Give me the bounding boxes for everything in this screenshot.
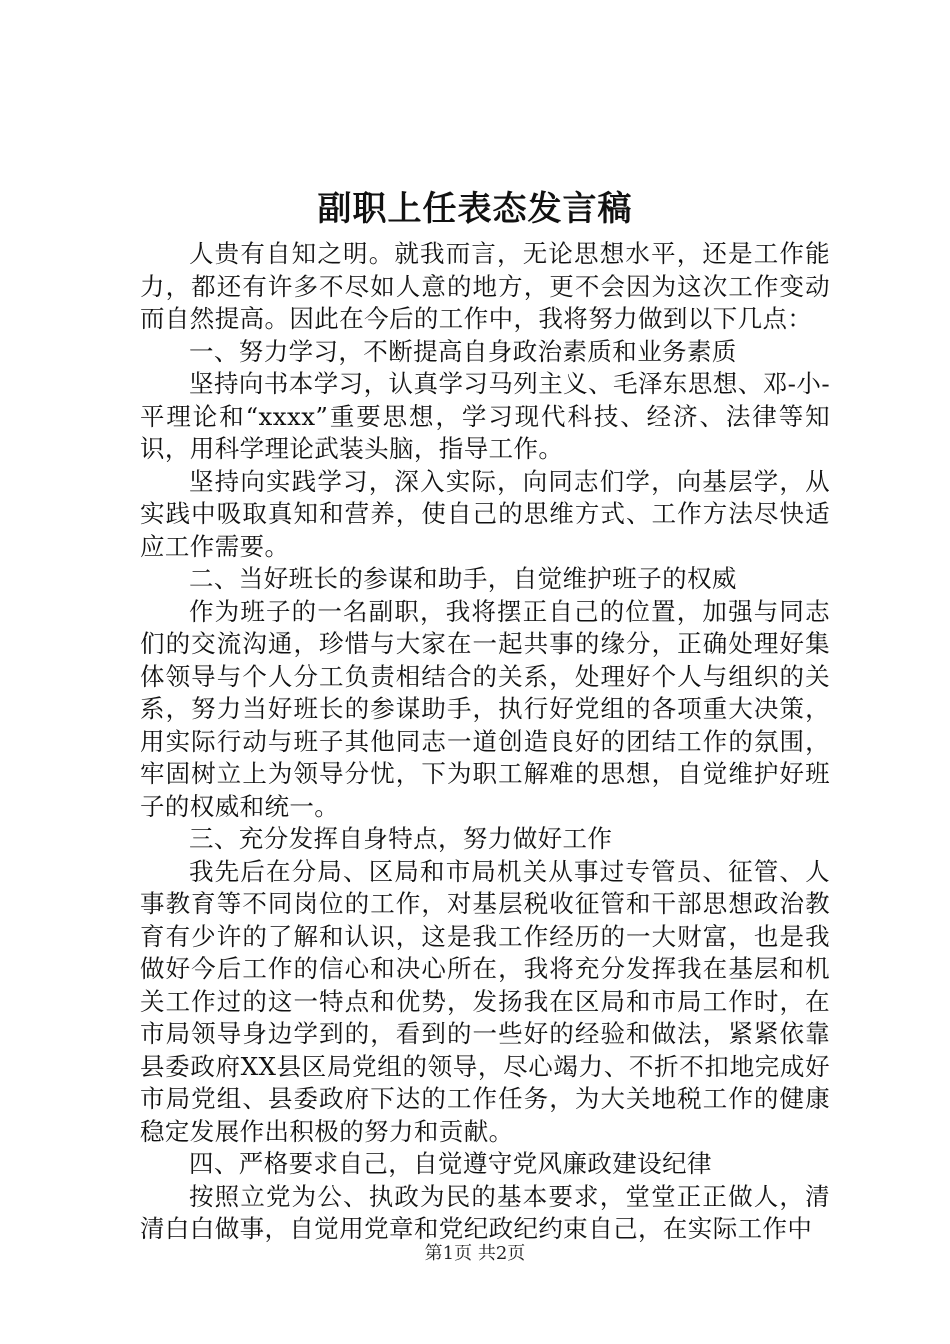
section-heading-4: 四、严格要求自己，自觉遵守党风廉政建设纪律 [189, 1149, 712, 1178]
paragraph-study-books: 坚持向书本学习，认真学习马列主义、毛泽东思想、邓-小-平理论和“xxxx”重要思想，学习现代科技、经济、法律等知识，用科学理论武装头脑，指导工作。 [140, 369, 830, 463]
paragraph-experience: 我先后在分局、区局和市局机关从事过专管员、征管、人事教育等不同岗位的工作，对基层税收征管和干部思想政治教育有少许的了解和认识，这是我工作经历的一大财富，也是我做好今后工作的信心和决心所在，我将充分发挥我在基层和机关工作过的这一特点和优势，发扬我在区局和市局工作时，在市局领导身边学到的，看到的一些好的经验和做法，紧紧依靠县委政府XX县区局党组的领导，尽心竭力、不折不扣地完成好市局党组、县委政府下达的工作任务，为大关地税工作的健康稳定发展作出积极的努力和贡献。 [140, 856, 830, 1146]
document-title: 副职上任表态发言稿 [317, 189, 633, 229]
section-heading-3: 三、充分发挥自身特点，努力做好工作 [189, 824, 613, 853]
document-body [140, 238, 830, 1246]
paragraph-study-practice: 坚持向实践学习，深入实际，向同志们学，向基层学，从实践中吸取真知和营养，使自己的思维方式、工作方法尽快适应工作需要。 [140, 466, 830, 561]
paragraph-discipline: 按照立党为公、执政为民的基本要求，堂堂正正做人，清清白白做事，自觉用党章和党纪政纪约束自己，在实际工作中 [140, 1181, 830, 1243]
paragraph-intro: 人贵有自知之明。就我而言，无论思想水平，还是工作能力，都还有许多不尽如人意的地方，更不会因为这次工作变动而自然提高。因此在今后的工作中，我将努力做到以下几点： [140, 239, 830, 333]
paragraph-deputy-role: 作为班子的一名副职，我将摆正自己的位置，加强与同志们的交流沟通，珍惜与大家在一起共事的缘分，正确处理好集体领导与个人分工负责相结合的关系，处理好个人与组织的关系，努力当好班长的参谋助手，执行好党组的各项重大决策，用实际行动与班子其他同志一道创造良好的团结工作的氛围，牢固树立上为领导分忧，下为职工解难的思想，自觉维护好班子的权威和统一。 [140, 596, 830, 821]
section-heading-2: 二、当好班长的参谋和助手，自觉维护班子的权威 [189, 564, 737, 593]
section-heading-1: 一、努力学习，不断提高自身政治素质和业务素质 [189, 336, 737, 366]
page-number-footer: 第1页 共2页 [424, 1243, 526, 1264]
